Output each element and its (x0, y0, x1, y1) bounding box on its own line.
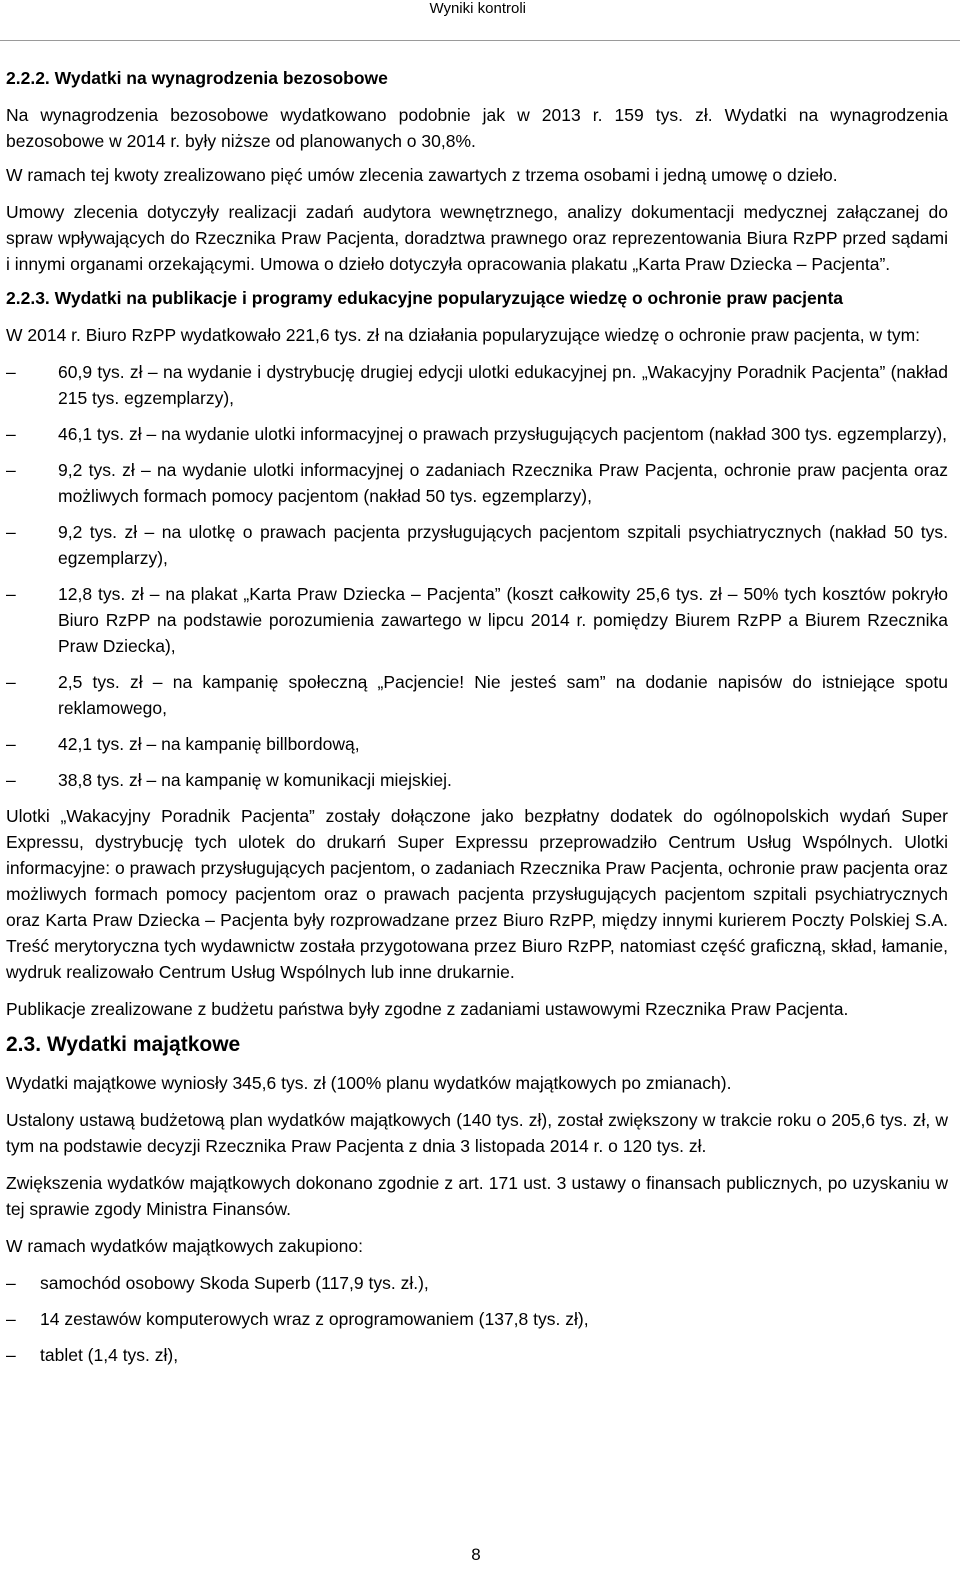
list-item: – 38,8 tys. zł – na kampanię w komunikacji miejskiej. (6, 767, 948, 793)
expense-list (6, 359, 948, 793)
paragraph: Ustalony ustawą budżetową plan wydatków majątkowych (140 tys. zł), został zwiększony w trakcie roku o 205,6 tys. zł, w tym na podstawie decyzji Rzecznika Praw Pacjenta z dnia 3 listopada 2014 r. o 120 tys. zł. (6, 1110, 948, 1156)
list-item: – 14 zestawów komputerowych wraz z oprogramowaniem (137,8 tys. zł), (6, 1306, 948, 1332)
dash-bullet: – (6, 584, 16, 604)
list-item: – 2,5 tys. zł – na kampanię społeczną „Pacjencie! Nie jesteś sam” na dodanie napisów do istniejące spotu reklamowego, (6, 669, 948, 721)
paragraph: Na wynagrodzenia bezosobowe wydatkowano podobnie jak w 2013 r. 159 tys. zł. Wydatki na wynagrodzenia bezosobowe w 2014 r. były niższe od planowanych o 30,8%. (6, 105, 948, 151)
paragraph: Umowy zlecenia dotyczyły realizacji zadań audytora wewnętrznego, analizy dokumentacji medycznej załączanej do spraw wpływających do Rzecznika Praw Pacjenta, doradztwa prawnego oraz reprezentowania Biura RzPP przed sądami i innymi organami orzekającymi. Umowa o dzieło dotyczyła opracowania plakatu „Karta Praw Dziecka – Pacjenta”. (6, 202, 948, 274)
list-item: – tablet (1,4 tys. zł), (6, 1342, 948, 1368)
page-footer (0, 1545, 960, 1565)
dash-bullet: – (6, 522, 16, 542)
list-item: – 9,2 tys. zł – na ulotkę o prawach pacjenta przysługujących pacjentom szpitali psychiatrycznych (nakład 50 tys. egzemplarzy), (6, 519, 948, 571)
dash-bullet: – (6, 1309, 16, 1329)
list-item: – 60,9 tys. zł – na wydanie i dystrybucję drugiej edycji ulotki edukacyjnej pn. „Wakacyjny Poradnik Pacjenta” (nakład 215 tys. egzemplarzy), (6, 359, 948, 411)
list-item: – 12,8 tys. zł – na plakat „Karta Praw Dziecka – Pacjenta” (koszt całkowity 25,6 tys. zł – 50% tych kosztów pokryło Biuro RzPP na podstawie porozumienia zawartego w lipcu 2014 r. pomiędzy Biurem RzPP a Biurem Rzecznika Praw Dziecka), (6, 581, 948, 659)
page-header (0, 0, 960, 41)
dash-bullet: – (6, 770, 16, 790)
list-item: – 46,1 tys. zł – na wydanie ulotki informacyjnej o prawach przysługujących pacjentom (nakład 300 tys. egzemplarzy), (6, 421, 948, 447)
dash-bullet: – (6, 362, 16, 382)
document-body (6, 68, 948, 1378)
dash-bullet: – (6, 460, 16, 480)
paragraph: Ulotki „Wakacyjny Poradnik Pacjenta” zostały dołączone jako bezpłatny dodatek do ogólnopolskich wydań Super Expressu, dystrybucję tych ulotek do drukarń Super Expressu przeprowadziło Centrum Usług Wspólnych. Ulotki informacyjne: o prawach przysługujących pacjentom, o zadaniach Rzecznika Praw Pacjenta, ochronie praw pacjenta oraz możliwych formach pomocy pacjentom oraz o prawach pacjenta przysługujących pacjentom szpitali psychiatrycznych oraz Karta Praw Dziecka – Pacjenta były rozprowadzane przez Biuro RzPP, między innymi kurierem Poczty Polskiej S.A. Treść merytoryczna tych wydawnictw została przygotowana przez Biuro RzPP, natomiast część graficzną, skład, łamanie, wydruk realizowało Centrum Usług Wspólnych lub inne drukarnie. (6, 806, 948, 982)
page-number: 8 (471, 1545, 481, 1564)
dash-bullet: – (6, 1345, 16, 1365)
paragraph: Zwiększenia wydatków majątkowych dokonano zgodnie z art. 171 ust. 3 ustawy o finansach publicznych, po uzyskaniu w tej sprawie zgody Ministra Finansów. (6, 1173, 948, 1219)
paragraph: W ramach wydatków majątkowych zakupiono: (6, 1236, 363, 1256)
dash-bullet: – (6, 424, 16, 444)
dash-bullet: – (6, 734, 16, 754)
section-heading-2-2-2: 2.2.2. Wydatki na wynagrodzenia bezosobowe (6, 68, 388, 88)
dash-bullet: – (6, 672, 16, 692)
paragraph: Publikacje zrealizowane z budżetu państwa były zgodne z zadaniami ustawowymi Rzecznika Praw Pacjenta. (6, 999, 849, 1019)
running-header-title: Wyniki kontroli (429, 0, 526, 17)
purchase-list (6, 1270, 948, 1368)
section-heading-2-2-3: 2.2.3. Wydatki na publikacje i programy edukacyjne popularyzujące wiedzę o ochronie praw pacjenta (6, 288, 844, 308)
section-heading-2-3: 2.3. Wydatki majątkowe (6, 1033, 241, 1056)
dash-bullet: – (6, 1273, 16, 1293)
paragraph: W ramach tej kwoty zrealizowano pięć umów zlecenia zawartych z trzema osobami i jedną umowę o dzieło. (6, 165, 838, 185)
list-item: – samochód osobowy Skoda Superb (117,9 tys. zł.), (6, 1270, 948, 1296)
list-item: – 42,1 tys. zł – na kampanię billbordową, (6, 731, 948, 757)
paragraph: W 2014 r. Biuro RzPP wydatkowało 221,6 tys. zł na działania popularyzujące wiedzę o ochronie praw pacjenta, w tym: (6, 325, 921, 345)
list-item: – 9,2 tys. zł – na wydanie ulotki informacyjnej o zadaniach Rzecznika Praw Pacjenta, ochronie praw pacjenta oraz możliwych formach pomocy pacjentom (nakład 50 tys. egzemplarzy), (6, 457, 948, 509)
paragraph: Wydatki majątkowe wyniosły 345,6 tys. zł (100% planu wydatków majątkowych po zmianach). (6, 1073, 732, 1093)
